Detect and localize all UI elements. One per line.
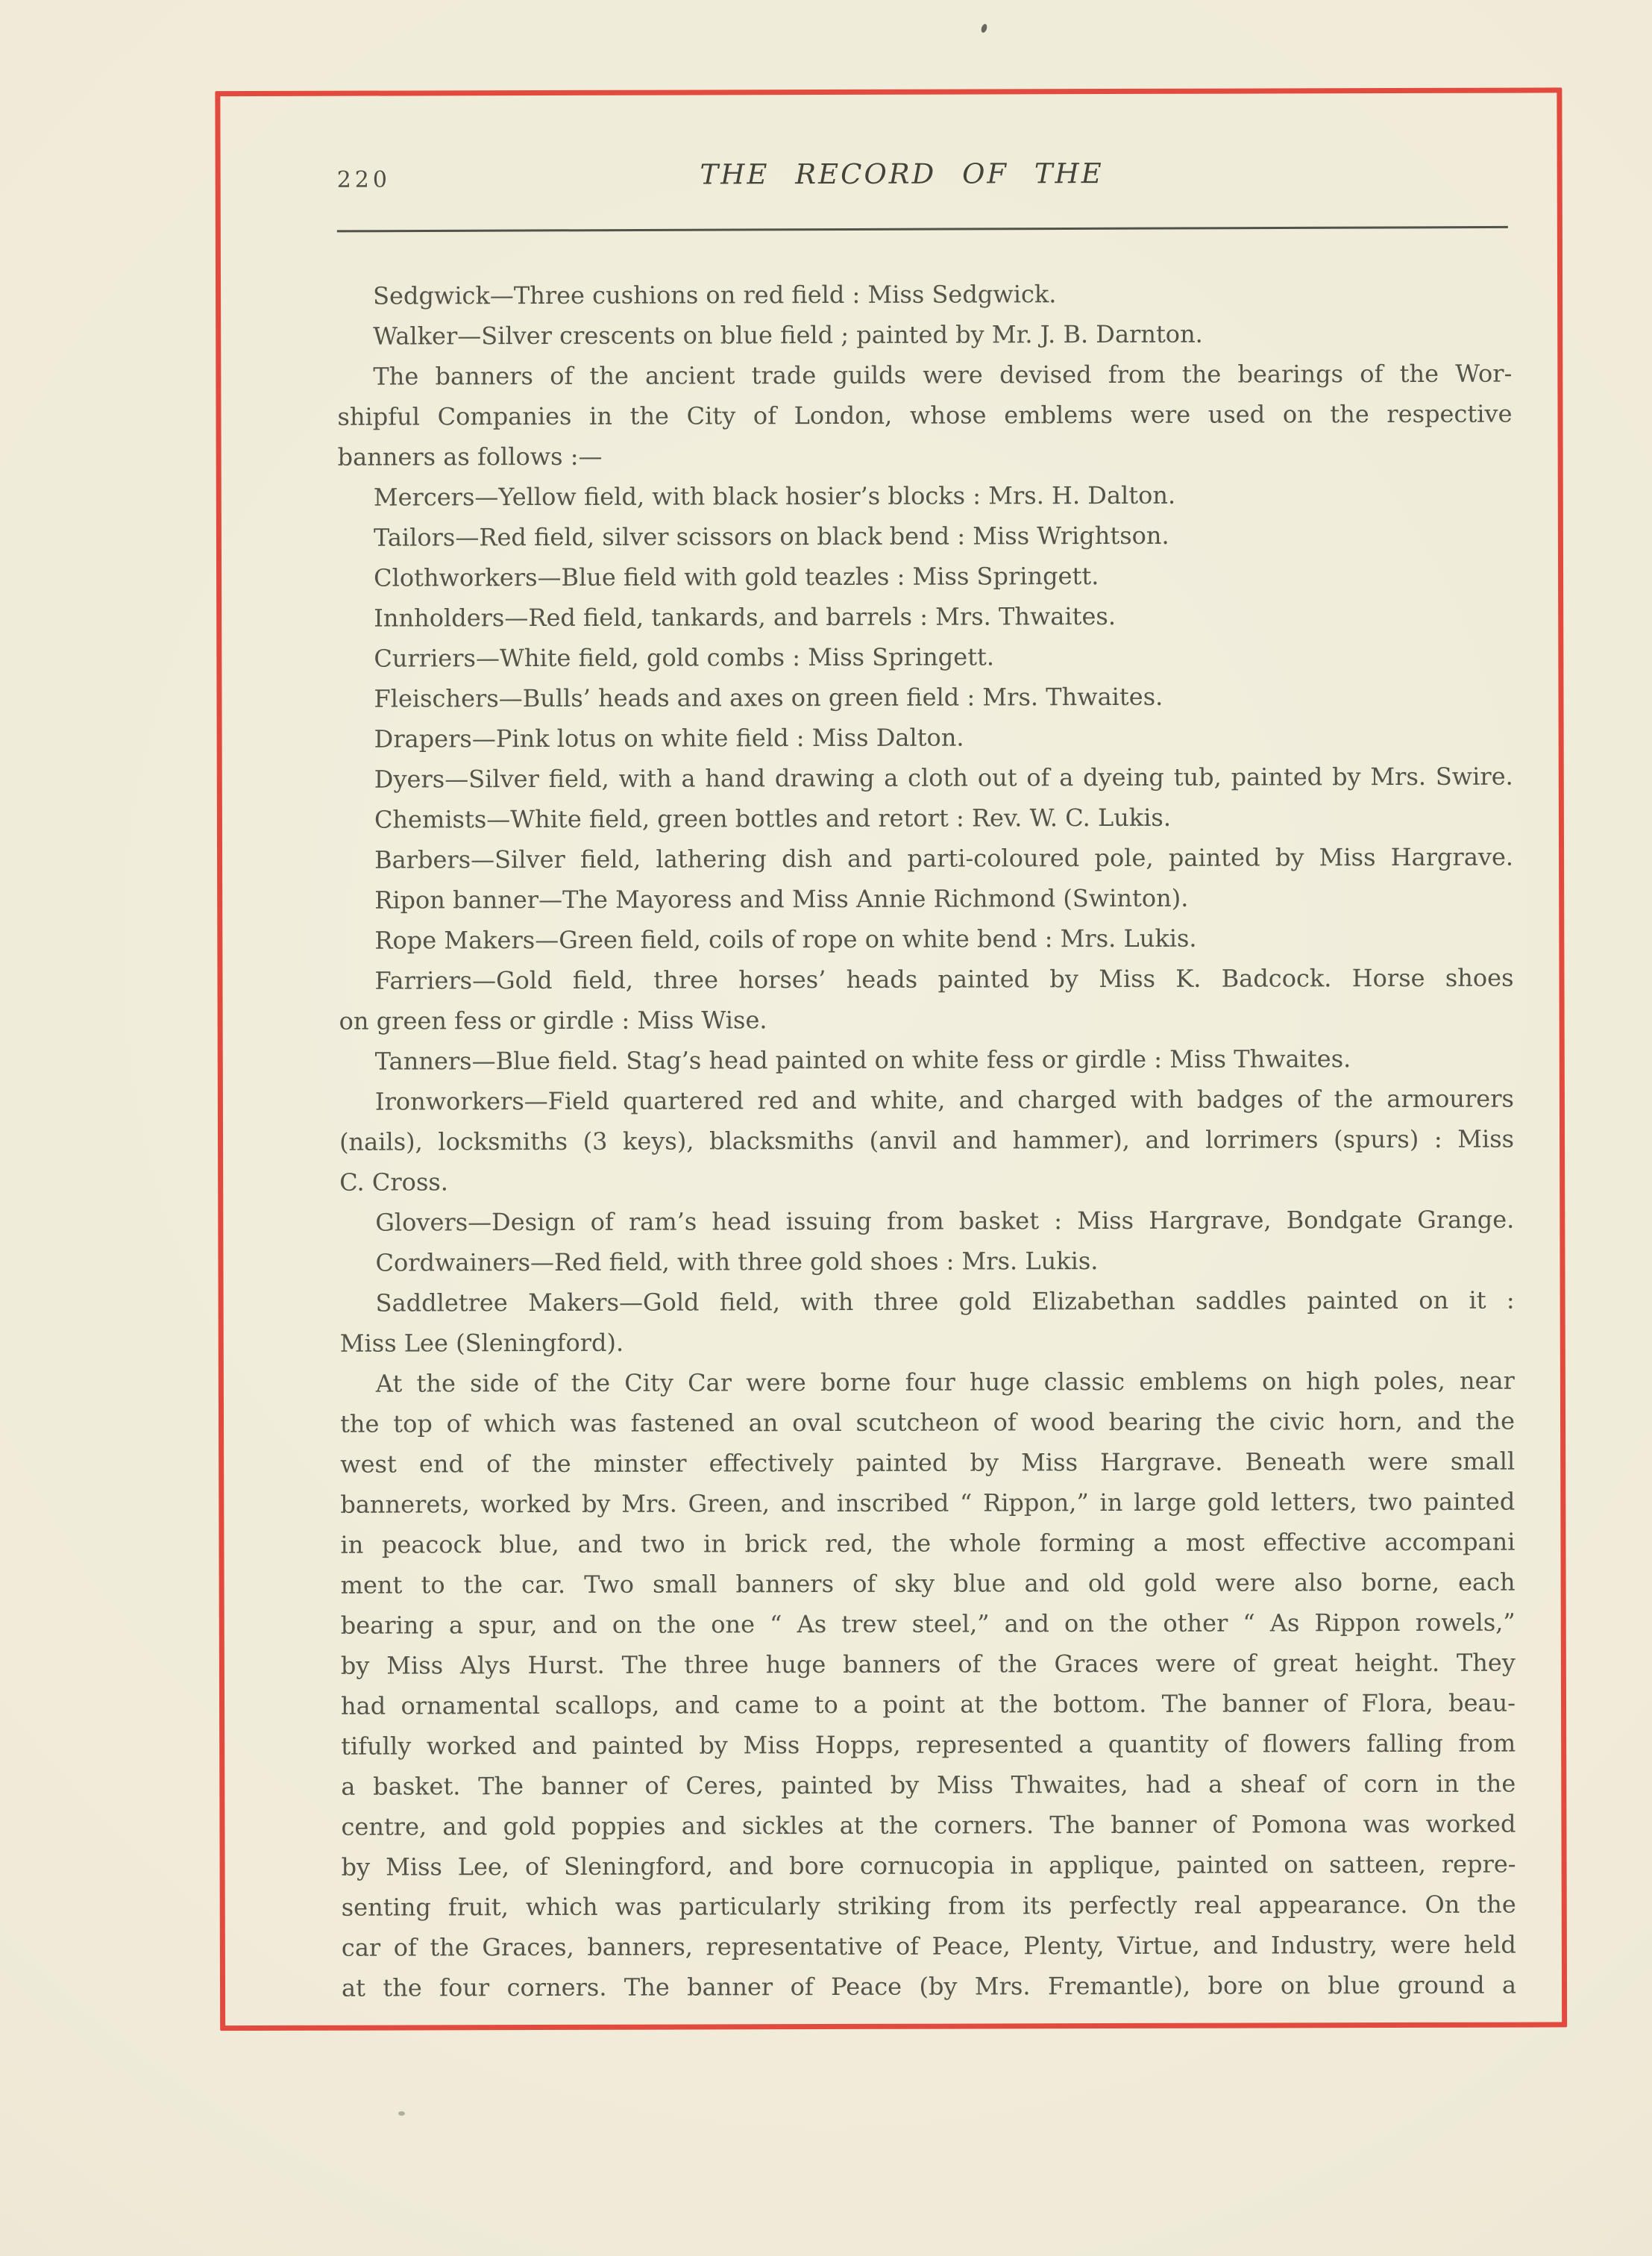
- text-line: Rope Makers—Green field, coils of rope on white bend : Mrs. Lukis.: [374, 924, 1197, 955]
- text-line: Fleischers—Bulls’ heads and axes on green field : Mrs. Thwaites.: [374, 682, 1163, 713]
- text-line: bannerets, worked by Mrs. Green, and inscribed “ Rippon,” in large gold letters, two painted: [340, 1487, 1516, 1519]
- text-line: Drapers—Pink lotus on white field : Miss Dalton.: [374, 723, 964, 753]
- text-line: on green fess or girdle : Miss Wise.: [339, 1006, 767, 1035]
- text-line: Tailors—Red field, silver scissors on black bend : Miss Wrightson.: [373, 521, 1169, 552]
- text-line: Barbers—Silver field, lathering dish and parti-coloured pole, painted by Miss Hargrave.: [374, 842, 1514, 874]
- text-line: (nails), locksmiths (3 keys), blacksmiths (anvil and hammer), and lorrimers (spurs) : Miss: [339, 1124, 1515, 1156]
- text-line: ment to the car. Two small banners of sky blue and old gold were also borne, each: [340, 1567, 1516, 1599]
- text-line: Clothworkers—Blue field with gold teazles : Miss Springett.: [374, 562, 1099, 592]
- running-header: THE RECORD OF THE: [700, 157, 1104, 191]
- text-line: Farriers—Gold field, three horses’ heads painted by Miss K. Badcock. Horse shoes: [374, 963, 1514, 995]
- text-line: by Miss Lee, of Sleningford, and bore cornucopia in applique, painted on satteen, repre-: [341, 1849, 1516, 1881]
- page-header-row: [337, 157, 1512, 198]
- text-line: Sedgwick—Three cushions on red field : Miss Sedgwick.: [373, 280, 1057, 310]
- text-line: had ornamental scallops, and came to a point at the bottom. The banner of Flora, beau-: [340, 1688, 1516, 1720]
- text-line: Walker—Silver crescents on blue field ; painted by Mr. J. B. Darnton.: [373, 319, 1203, 351]
- text-line: Ironworkers—Field quartered red and white, and charged with badges of the armourers: [374, 1084, 1514, 1116]
- text-line: centre, and gold poppies and sickles at the corners. The banner of Pomona was worked: [341, 1809, 1516, 1841]
- body-text-block: [337, 273, 1516, 2008]
- text-line: banners as follows :—: [337, 442, 603, 471]
- text-line: west end of the minster effectively painted by Miss Hargrave. Beneath were small: [340, 1447, 1516, 1479]
- text-line: Cordwainers—Red field, with three gold shoes : Mrs. Lukis.: [375, 1247, 1099, 1277]
- text-line: tifully worked and painted by Miss Hopps, represented a quantity of flowers falling from: [341, 1729, 1516, 1761]
- text-line: Innholders—Red field, tankards, and barrels : Mrs. Thwaites.: [374, 601, 1116, 633]
- text-line: at the four corners. The banner of Peace (by Mrs. Fremantle), bore on blue ground a: [341, 1970, 1517, 2002]
- text-line: bearing a spur, and on the one “ As trew steel,” and on the other “ As Rippon rowels,”: [340, 1608, 1516, 1640]
- text-line: Saddletree Makers—Gold field, with three gold Elizabethan saddles painted on it :: [375, 1285, 1515, 1317]
- text-line: car of the Graces, banners, representative of Peace, Plenty, Virtue, and Industry, were held: [341, 1930, 1516, 1962]
- text-line: by Miss Alys Hurst. The three huge banners of the Graces were of great height. They: [340, 1648, 1516, 1680]
- text-line: Ripon banner—The Mayoress and Miss Annie Richmond (Swinton).: [374, 883, 1189, 915]
- text-line: Curriers—White field, gold combs : Miss Springett.: [374, 642, 995, 673]
- text-line: in peacock blue, and two in brick red, the whole forming a most effective accompani: [340, 1527, 1516, 1559]
- text-line: a basket. The banner of Ceres, painted by Miss Thwaites, had a sheaf of corn in the: [341, 1769, 1516, 1801]
- text-line: Tanners—Blue field. Stag’s head painted on white fess or girdle : Miss Thwaites.: [374, 1044, 1351, 1076]
- text-line: the top of which was fastened an oval scutcheon of wood bearing the civic horn, and the: [339, 1406, 1516, 1438]
- text-line: Miss Lee (Sleningford).: [339, 1328, 624, 1358]
- text-line: Glovers—Design of ram’s head issuing from basket : Miss Hargrave, Bondgate Grange.: [375, 1205, 1515, 1237]
- text-line: C. Cross.: [339, 1168, 448, 1197]
- text-line: shipful Companies in the City of London, whose emblems were used on the respective: [337, 399, 1513, 431]
- text-line: The banners of the ancient trade guilds were devised from the bearings of the Wor-: [373, 359, 1513, 391]
- text-line: Mercers—Yellow field, with black hosier’s blocks : Mrs. H. Dalton.: [373, 480, 1176, 512]
- page-number: 220: [336, 166, 391, 193]
- text-line: Chemists—White field, green bottles and retort : Rev. W. C. Lukis.: [374, 803, 1172, 834]
- text-line: Dyers—Silver field, with a hand drawing a cloth out of a dyeing tub, painted by Mrs. Swire.: [374, 762, 1513, 794]
- text-line: At the side of the City Car were borne four huge classic emblems on high poles, near: [375, 1366, 1515, 1398]
- text-line: senting fruit, which was particularly striking from its perfectly real appearance. On the: [341, 1890, 1516, 1922]
